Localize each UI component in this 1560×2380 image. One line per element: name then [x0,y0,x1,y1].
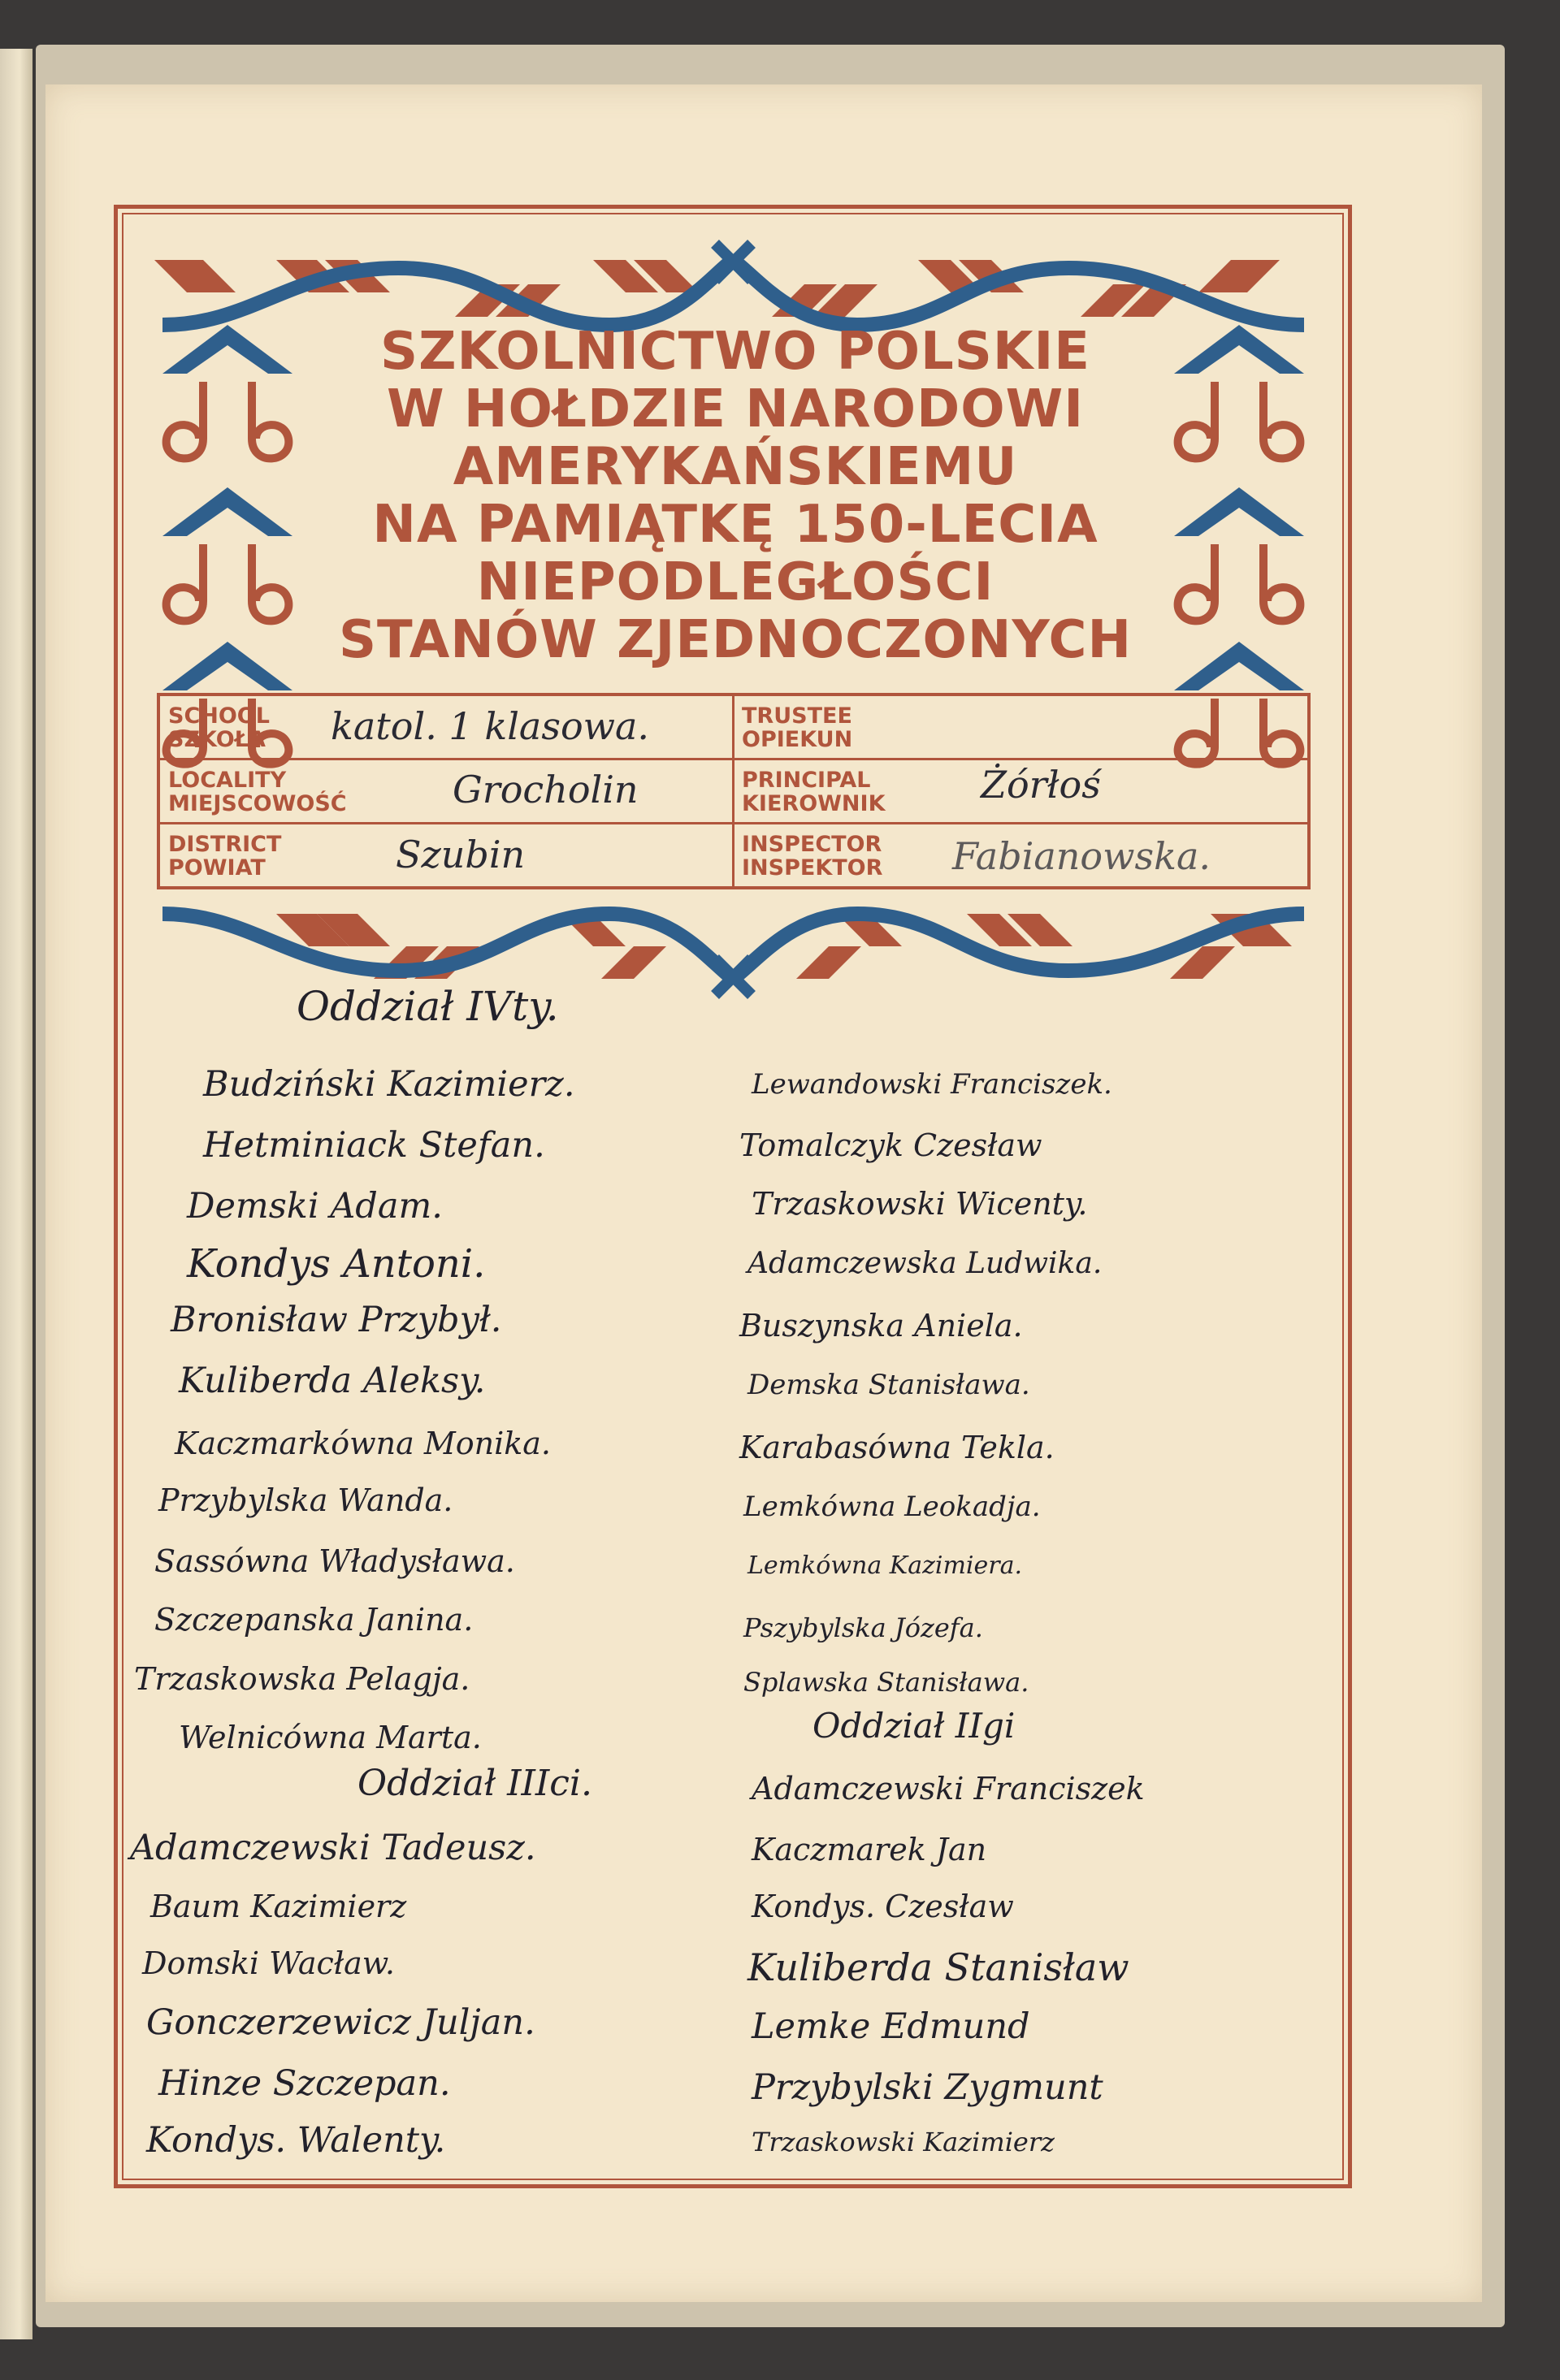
title-line-6: STANÓW ZJEDNOCZONYCH [338,610,1133,670]
student-name: Kondys. Czesław [752,1889,1014,1924]
student-name: Gonczerzewicz Juljan. [146,2002,535,2043]
school-info-table [157,693,1311,889]
principal-value: Żórłoś [981,763,1101,807]
principal-label [742,768,886,816]
student-name: Trzaskowski Kazimierz [752,2127,1055,2157]
student-name: Lemkówna Leokadja. [743,1491,1041,1523]
inspector-label-en: INSPECTOR [742,832,882,857]
student-name: Przybylska Wanda. [158,1482,453,1518]
title-line-3: AMERYKAŃSKIEMU [453,437,1018,497]
class-heading-ii: Oddział IIgi [812,1706,1016,1746]
inspector-label-pl: INSPEKTOR [742,855,883,881]
student-name: Demska Stanisława. [748,1369,1030,1401]
school-value: katol. 1 klasowa. [331,704,650,748]
locality-value: Grocholin [453,768,639,811]
district-value: Szubin [396,833,526,876]
principal-label-en: PRINCIPAL [742,768,871,793]
student-name: Sassówna Władysława. [154,1543,515,1579]
student-name: Baum Kazimierz [150,1889,407,1924]
student-name: Domski Wacław. [142,1945,395,1981]
student-name: Adamczewski Tadeusz. [130,1828,536,1868]
student-name: Buszynska Aniela. [739,1308,1023,1344]
adjacent-page-edge [0,49,32,2339]
student-name: Kaczmarek Jan [752,1832,987,1867]
table-column-divider [732,696,734,886]
student-name: Bronisław Przybył. [171,1300,502,1340]
student-name: Trzaskowski Wicenty. [752,1186,1088,1222]
title-line-1: SZKOLNICTWO POLSKIE [380,322,1090,382]
student-name: Demski Adam. [187,1186,443,1227]
class-heading-iv: Oddział IVty. [297,983,559,1030]
class-heading-iii: Oddział IIIci. [358,1763,592,1804]
student-name: Welnicówna Marta. [179,1720,482,1755]
district-label-en: DISTRICT [168,832,282,857]
student-name: Karabasówna Tekla. [739,1430,1055,1465]
trustee-label-pl: OPIEKUN [742,727,853,752]
title-line-4: NA PAMIĄTKĘ 150-LECIA [372,495,1098,555]
student-name: Przybylski Zygmunt [752,2067,1103,2108]
student-name: Hetminiack Stefan. [203,1125,545,1166]
student-name: Kondys Antoni. [187,1241,486,1287]
inspector-value: Fabianowska. [952,834,1211,878]
trustee-label-en: TRUSTEE [742,703,852,729]
locality-label-en: LOCALITY [168,768,287,793]
student-name: Adamczewski Franciszek [752,1771,1145,1807]
inspector-label [742,833,882,880]
locality-label-pl: MIEJSCOWOŚĆ [168,791,347,816]
student-name: Lewandowski Franciszek. [752,1068,1112,1101]
student-name: Kondys. Walenty. [146,2120,446,2161]
student-name: Trzaskowska Pelagja. [134,1661,470,1697]
student-name: Kaczmarkówna Monika. [175,1426,552,1461]
student-name: Splawska Stanisława. [743,1667,1029,1698]
school-label-en: SCHOOL [168,703,270,729]
school-label [168,704,270,751]
student-name: Pszybylska Józefa. [743,1612,983,1643]
trustee-label [742,704,852,751]
student-name: Kuliberda Stanisław [748,1945,1129,1989]
title-line-5: NIEPODLEGŁOŚCI [476,552,994,612]
school-label-pl: SZKOŁA [168,727,266,752]
student-name: Budziński Kazimierz. [203,1064,575,1105]
district-label-pl: POWIAT [168,855,266,881]
page-title [301,323,1170,689]
student-name: Adamczewska Ludwika. [748,1247,1103,1280]
student-name: Kuliberda Aleksy. [179,1361,486,1401]
student-name: Lemkówna Kazimiera. [748,1551,1023,1580]
locality-label [168,768,347,816]
student-name: Szczepanska Janina. [154,1602,474,1638]
district-label [168,833,281,880]
student-name: Lemke Edmund [752,2006,1030,2047]
student-name: Tomalczyk Czesław [739,1127,1042,1163]
principal-label-pl: KIEROWNIK [742,791,886,816]
title-line-2: W HOŁDZIE NARODOWI [387,379,1084,439]
student-name: Hinze Szczepan. [158,2063,451,2104]
